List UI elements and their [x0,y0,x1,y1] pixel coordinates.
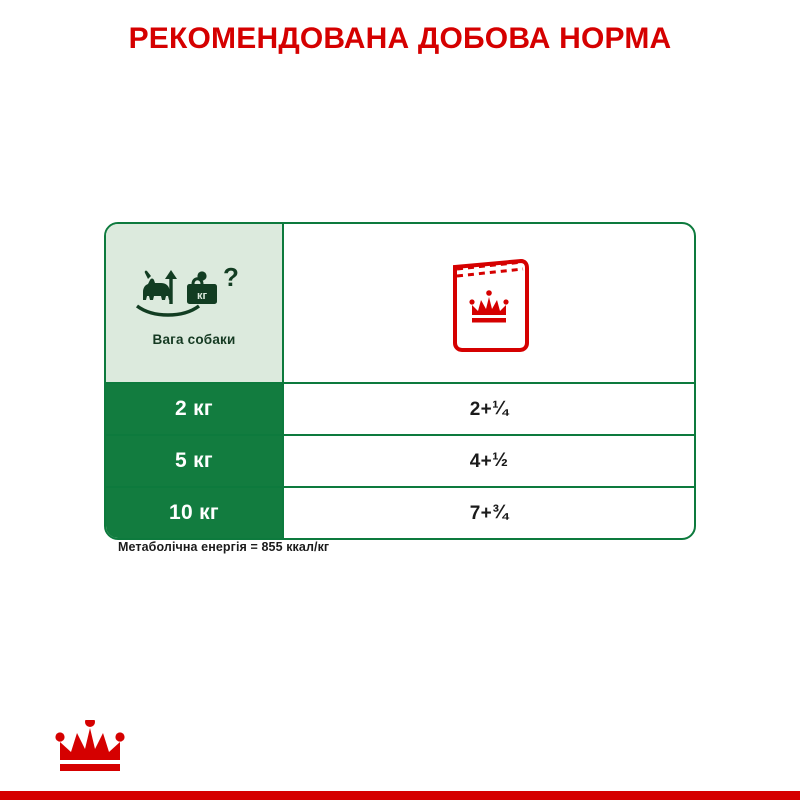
row-weight: 5 кг [106,436,284,486]
footer-accent-bar [0,791,800,800]
table-row [106,434,694,486]
royal-canin-crown-logo [55,720,125,772]
portion-whole: 2 [469,398,481,420]
page-title: РЕКОМЕНДОВАНА ДОБОВА НОРМА [128,22,672,55]
portion-plus: + [480,502,493,524]
table-row [106,382,694,434]
portion-whole: 4 [469,450,481,472]
row-portion [284,384,694,434]
portion-plus: + [480,450,493,472]
table-row [106,486,694,538]
svg-text:кг: кг [196,289,208,302]
feeding-guide-table [104,222,696,540]
row-portion [284,488,694,538]
portion-fraction: ¾ [492,501,509,523]
portion-whole: 7 [469,502,481,524]
portion-fraction: ¼ [492,397,509,419]
portion-plus: + [480,398,493,420]
row-weight: 10 кг [106,488,284,538]
weight-column-header [106,224,284,382]
portion-fraction: ½ [492,449,509,471]
pouch-icon [443,251,535,355]
svg-text:?: ? [223,261,239,292]
metabolic-energy-note: Метаболічна енергія = 855 ккал/кг [118,540,330,554]
dog-scale-question-icon [131,260,257,322]
row-weight: 2 кг [106,384,284,434]
weight-column-label: Вага собаки [152,331,236,347]
table-header-row [106,224,694,382]
portion-column-header [284,224,694,382]
row-portion [284,436,694,486]
